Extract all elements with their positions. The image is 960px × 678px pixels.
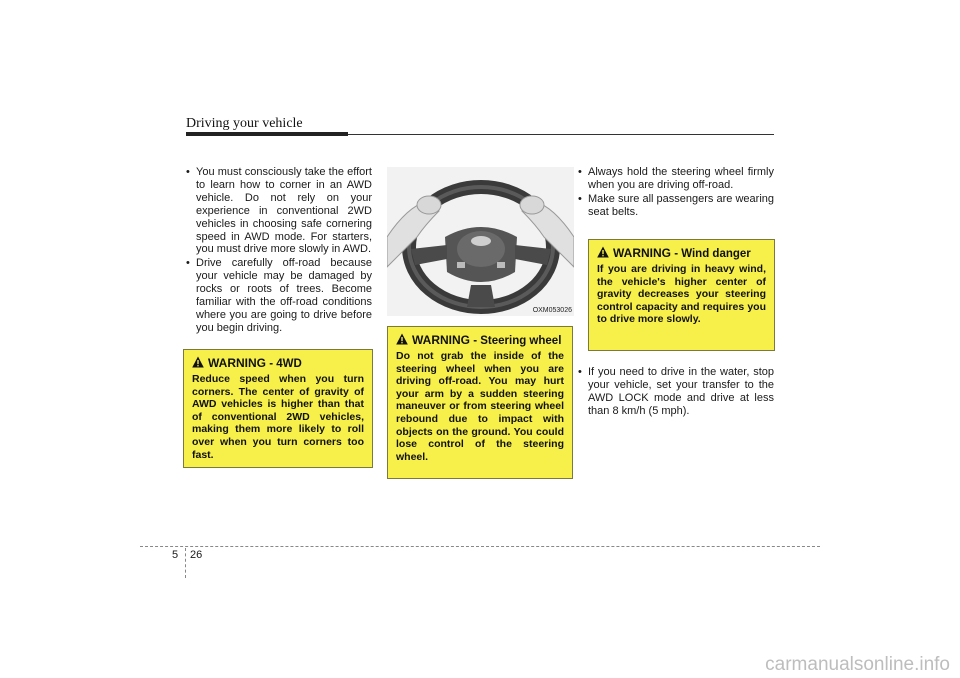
bullet-item [578,166,774,192]
bullet-dot: • [578,366,582,378]
bullet-text: Make sure all passengers are wearing seat belts. [588,192,774,218]
chapter-number: 5 [172,549,179,561]
header-rule-accent [186,132,348,136]
warning-label: WARNING [613,246,671,260]
warning-title [597,246,766,260]
steering-wheel-icon [387,167,574,316]
warning-subject: - 4WD [269,358,302,370]
bullet-item [186,257,372,334]
warning-subject: - Wind danger [674,248,751,260]
bullet-dot: • [578,166,582,178]
warning-box-wind [588,239,775,351]
bullet-dot: • [578,192,582,205]
watermark: carmanualsonline.info [765,654,950,675]
bullet-text: You must consciously take the effort to learn how to corner in an AWD vehicle. Do not rely on your experience in conventional 2WD vehicles in choosing safe cornering speed in AWD mode. For starters, you must drive more slowly in AWD. [196,166,372,256]
warning-body: Do not grab the inside of the steering wheel when you are driving off-road. You may hurt your arm by a sudden steering maneuver or from steering wheel rebound due to impact with objects on the ground. You could lose control of the steering wheel. [396,350,564,463]
warning-title [396,333,564,347]
bullet-dot: • [186,257,190,270]
left-column [186,166,372,336]
page-header-title: Driving your vehicle [186,116,303,131]
page-number: 26 [190,549,203,561]
warning-triangle-icon [396,333,408,345]
warning-label: WARNING [208,356,266,370]
warning-body: Reduce speed when you turn corners. The center of gravity of AWD vehicles is higher than that of conventional 2WD vehicles, making them more likely to roll over when you turn corners too fast. [192,373,364,461]
bullet-text: If you need to drive in the water, stop your vehicle, set your transfer to the AWD LOCK mode and drive at less than 8 km/h (5 mph). [588,366,774,417]
footer-rule [140,546,820,547]
bullet-text: Drive carefully off-road because your vehicle may be damaged by rocks or roots of trees. Become familiar with the off-road conditions where you are going to drive before you begin driving. [196,257,372,334]
bullet-text: Always hold the steering wheel firmly when you are driving off-road. [588,166,774,191]
bullet-item [578,366,774,418]
bullet-item [578,193,774,219]
figure-caption: OXM053026 [532,307,572,314]
bullet-item [186,166,372,256]
warning-box-4wd [183,349,373,468]
warning-triangle-icon [192,356,204,368]
warning-triangle-icon [597,246,609,258]
bullet-dot: • [186,166,190,178]
warning-title [192,356,364,370]
warning-body: If you are driving in heavy wind, the vehicle's higher center of gravity decreases your steering control capacity and requires you to drive more slowly. [597,263,766,326]
warning-subject: - Steering wheel [473,335,562,347]
right-column [578,166,774,220]
warning-box-steering [387,326,573,479]
footer-divider [185,548,186,578]
warning-label: WARNING [412,333,470,347]
steering-wheel-illustration [387,167,574,316]
right-column-lower [578,366,774,419]
